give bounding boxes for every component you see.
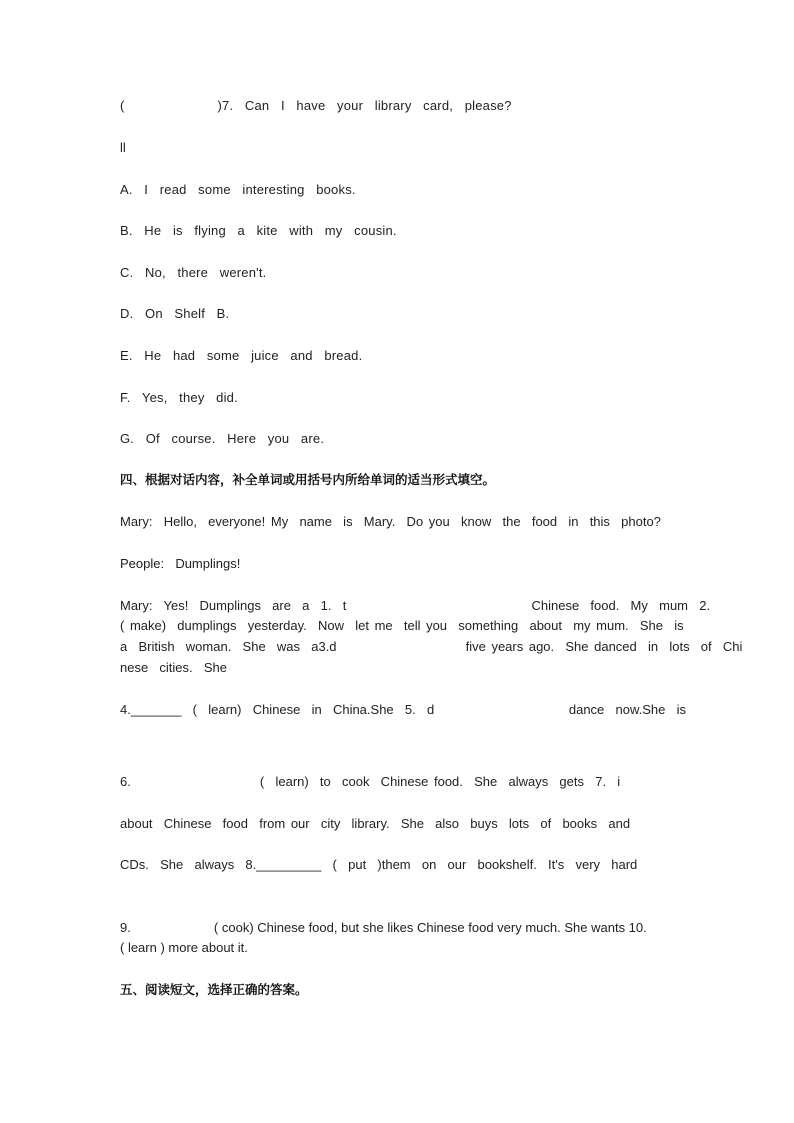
dialogue-mary-intro: Mary: Hello, everyone! My name is Mary. Do you know the food in this photo?: [120, 514, 661, 529]
option-c: C. No, there weren't.: [120, 265, 267, 280]
blank-6-line: 6. ( learn) to cook Chinese food. She always gets 7. i: [120, 774, 621, 789]
marker-text: ll: [120, 140, 126, 155]
dialogue-paragraph-line-2: ( make) dumplings yesterday. Now let me tell you something about my mum. She is: [120, 618, 684, 633]
option-g: G. Of course. Here you are.: [120, 431, 325, 446]
section-4-heading: 四、根据对话内容，补全单词或用括号内所给单词的适当形式填空。: [120, 472, 496, 487]
dialogue-paragraph-line-1: Mary: Yes! Dumplings are a 1. t Chinese food. My mum 2.: [120, 598, 711, 613]
library-line: about Chinese food from our city library. She also buys lots of books and: [120, 816, 631, 831]
blank-9-line-1: 9. ( cook) Chinese food, but she likes Chinese food very much. She wants 10.: [120, 920, 647, 935]
question-7: ( )7. Can I have your library card, please?: [120, 98, 512, 113]
blank-4-line: 4._______ ( learn) Chinese in China.She 5. d dance now.She is: [120, 702, 686, 717]
option-f: F. Yes, they did.: [120, 390, 238, 405]
blank-9-line-2: ( learn ) more about it.: [120, 940, 248, 955]
section-5-heading: 五、阅读短文，选择正确的答案。: [120, 982, 308, 997]
dialogue-people: People: Dumplings!: [120, 556, 241, 571]
option-d: D. On Shelf B.: [120, 306, 230, 321]
dialogue-paragraph-line-3: a British woman. She was a3.d five years ago. She danced in lots of Chi: [120, 639, 743, 654]
blank-8-line: CDs. She always 8._________ ( put )them on our bookshelf. It's very hard: [120, 857, 638, 872]
option-a: A. I read some interesting books.: [120, 182, 356, 197]
option-e: E. He had some juice and bread.: [120, 348, 363, 363]
dialogue-paragraph-line-4: nese cities. She: [120, 660, 227, 675]
option-b: B. He is flying a kite with my cousin.: [120, 223, 397, 238]
